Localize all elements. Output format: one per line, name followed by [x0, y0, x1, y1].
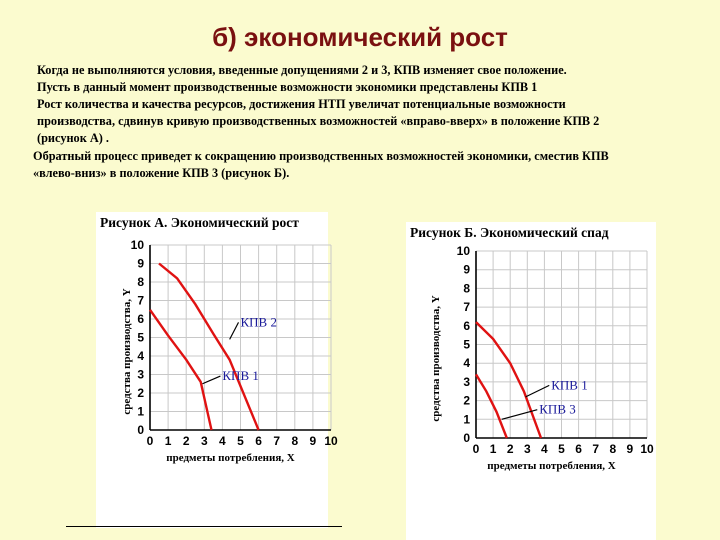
- x-tick-label: 0: [472, 442, 480, 456]
- x-tick-label: 6: [575, 442, 582, 456]
- x-tick-label: 3: [523, 442, 531, 456]
- y-tick-label: 5: [137, 330, 144, 345]
- y-tick-label: 0: [463, 431, 470, 445]
- y-axis-label: средства производства, Y: [430, 295, 442, 422]
- y-tick-label: 0: [137, 423, 144, 437]
- y-tick-label: 4: [137, 349, 144, 363]
- chart-b-title: Рисунок Б. Экономический спад: [410, 225, 609, 240]
- x-tick-label: 9: [626, 442, 634, 456]
- x-tick-label: 10: [324, 434, 338, 448]
- curve-label: КПВ 3: [539, 401, 576, 417]
- x-tick-label: 5: [237, 434, 244, 448]
- y-tick-label: 10: [456, 244, 470, 258]
- x-tick-label: 1: [489, 442, 497, 456]
- chart-a-title: Рисунок А. Экономический рост: [100, 215, 299, 230]
- paragraph-line: Обратный процесс приведет к сокращению производственных возможностей экономики, сместив КПВ: [33, 149, 609, 163]
- annotation-pointer: [526, 385, 550, 396]
- x-tick-label: 7: [592, 442, 600, 456]
- x-tick-label: 4: [219, 434, 226, 448]
- y-tick-label: 10: [130, 238, 144, 252]
- y-tick-label: 1: [463, 412, 470, 427]
- paragraph-line: «влево-вниз» в положение КПВ 3 (рисунок Б).: [33, 166, 290, 180]
- y-tick-label: 2: [137, 386, 144, 400]
- x-tick-label: 2: [506, 442, 514, 456]
- footer-divider: [66, 526, 342, 527]
- chart-a-plot: [120, 237, 340, 467]
- paragraph-line: Рост количества и качества ресурсов, достижения НТП увеличат потенциальные возможности: [37, 97, 566, 111]
- y-tick-label: 5: [463, 337, 470, 352]
- annotation-pointer: [202, 376, 220, 384]
- y-tick-label: 7: [463, 300, 470, 315]
- x-tick-label: 6: [255, 434, 262, 448]
- y-tick-label: 2: [463, 393, 470, 408]
- paragraph-intro: [37, 62, 599, 147]
- curve-label: КПВ 1: [551, 377, 588, 393]
- paragraph-line: Когда не выполняются условия, введенные допущениями 2 и 3, КПВ изменяет свое положение.: [37, 63, 567, 77]
- x-tick-label: 5: [558, 442, 565, 456]
- chart-b-curve-кпв-3: [476, 374, 507, 438]
- paragraph-line: производства, сдвинув кривую производственных возможностей «вправо-вверх» в положение КПВ 2: [37, 114, 600, 128]
- x-tick-label: 0: [146, 434, 154, 448]
- x-tick-label: 2: [182, 434, 190, 448]
- y-tick-label: 4: [463, 356, 470, 371]
- y-tick-label: 8: [463, 281, 470, 296]
- curve-label: КПВ 1: [222, 368, 259, 384]
- y-tick-label: 3: [137, 367, 144, 382]
- paragraph-line: (рисунок А) .: [37, 131, 109, 145]
- y-tick-label: 3: [463, 374, 470, 389]
- y-tick-label: 9: [463, 262, 470, 277]
- x-tick-label: 9: [309, 434, 317, 448]
- chart-b-curve-кпв-1: [476, 322, 541, 438]
- chart-b-plot: [425, 243, 665, 473]
- paragraph-decline: [33, 148, 609, 182]
- x-tick-label: 10: [640, 442, 654, 456]
- curve-label: КПВ 2: [240, 314, 277, 330]
- paragraph-line: Пусть в данный момент производственные возможности экономики представлены КПВ 1: [37, 80, 538, 94]
- x-tick-label: 8: [291, 434, 299, 448]
- x-tick-label: 3: [200, 434, 208, 448]
- x-tick-label: 7: [273, 434, 281, 448]
- y-tick-label: 9: [137, 256, 144, 271]
- x-axis-label: предметы потребления, X: [166, 452, 295, 464]
- annotation-pointer: [230, 322, 239, 339]
- y-tick-label: 6: [463, 318, 470, 333]
- slide-title: б) экономический рост: [212, 22, 508, 52]
- y-tick-label: 1: [137, 404, 144, 419]
- x-tick-label: 4: [541, 442, 548, 456]
- y-tick-label: 6: [137, 312, 144, 326]
- y-axis-label: средства производства, Y: [121, 288, 133, 415]
- x-tick-label: 1: [164, 434, 172, 448]
- y-tick-label: 8: [137, 275, 144, 289]
- y-tick-label: 7: [137, 293, 144, 308]
- x-axis-label: предметы потребления, X: [487, 460, 616, 472]
- chart-a-curve-кпв-2: [159, 264, 259, 431]
- x-tick-label: 8: [609, 442, 617, 456]
